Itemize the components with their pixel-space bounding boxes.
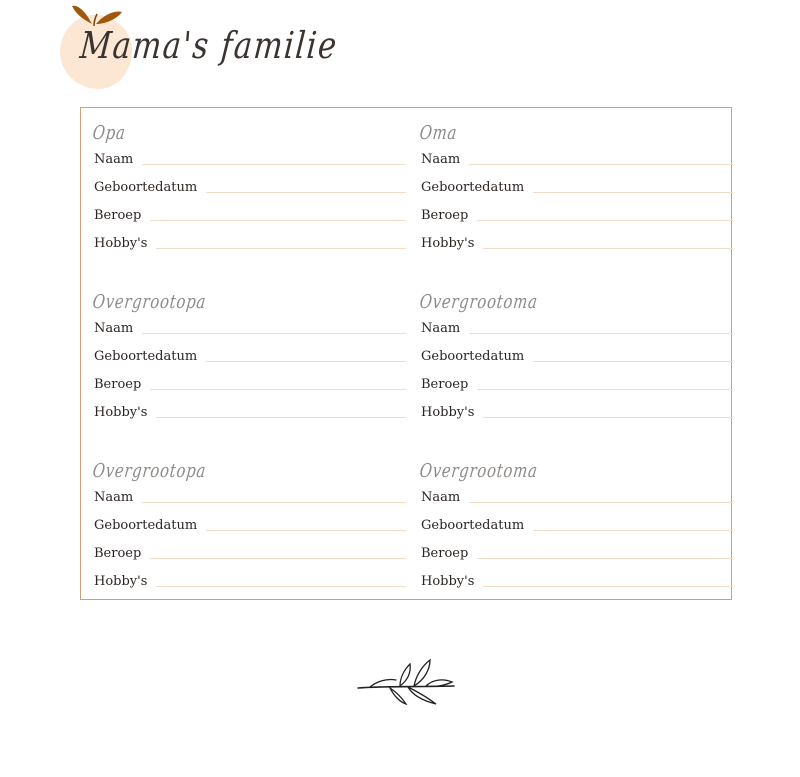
name-label: Naam <box>421 321 461 336</box>
birthdate-label: Geboortedatum <box>94 180 198 195</box>
hobbies-field[interactable] <box>94 401 406 421</box>
write-line <box>150 220 406 221</box>
hobbies-label: Hobby's <box>94 574 148 589</box>
hobbies-label: Hobby's <box>421 236 475 251</box>
hobbies-field[interactable] <box>421 401 733 421</box>
page-header <box>0 0 800 100</box>
hobbies-label: Hobby's <box>421 574 475 589</box>
write-line <box>533 530 733 531</box>
leaf-sprig-icon <box>356 656 458 708</box>
birthdate-label: Geboortedatum <box>421 180 525 195</box>
name-field[interactable] <box>421 317 733 337</box>
job-label: Beroep <box>421 546 469 561</box>
write-line <box>477 220 733 221</box>
job-label: Beroep <box>421 208 469 223</box>
birthdate-field[interactable] <box>421 345 733 365</box>
person-title: Overgrootopa <box>91 291 208 313</box>
job-field[interactable] <box>421 204 733 224</box>
birthdate-field[interactable] <box>94 345 406 365</box>
write-line <box>156 586 406 587</box>
name-label: Naam <box>94 321 134 336</box>
write-line <box>206 192 406 193</box>
birthdate-label: Geboortedatum <box>94 518 198 533</box>
write-line <box>150 558 406 559</box>
person-title: Overgrootopa <box>91 460 208 482</box>
person-title: Oma <box>418 122 459 144</box>
name-field[interactable] <box>94 148 406 168</box>
write-line <box>483 248 733 249</box>
name-label: Naam <box>421 490 461 505</box>
write-line <box>142 164 406 165</box>
name-field[interactable] <box>421 148 733 168</box>
write-line <box>206 361 406 362</box>
write-line <box>206 530 406 531</box>
person-title: Overgrootoma <box>418 291 539 313</box>
hobbies-label: Hobby's <box>94 405 148 420</box>
job-label: Beroep <box>421 377 469 392</box>
hobbies-field[interactable] <box>94 232 406 252</box>
write-line <box>142 333 406 334</box>
job-field[interactable] <box>421 373 733 393</box>
person-title: Opa <box>91 122 127 144</box>
person-title: Overgrootoma <box>418 460 539 482</box>
name-field[interactable] <box>94 317 406 337</box>
write-line <box>156 248 406 249</box>
birthdate-field[interactable] <box>421 514 733 534</box>
write-line <box>477 389 733 390</box>
hobbies-label: Hobby's <box>94 236 148 251</box>
birthdate-label: Geboortedatum <box>421 349 525 364</box>
hobbies-label: Hobby's <box>421 405 475 420</box>
write-line <box>477 558 733 559</box>
birthdate-field[interactable] <box>94 176 406 196</box>
birthdate-field[interactable] <box>94 514 406 534</box>
write-line <box>469 502 733 503</box>
name-field[interactable] <box>421 486 733 506</box>
birthdate-field[interactable] <box>421 176 733 196</box>
job-field[interactable] <box>94 542 406 562</box>
job-label: Beroep <box>94 377 142 392</box>
family-form-box <box>80 107 732 600</box>
job-label: Beroep <box>94 546 142 561</box>
write-line <box>142 502 406 503</box>
write-line <box>483 417 733 418</box>
write-line <box>156 417 406 418</box>
name-label: Naam <box>421 152 461 167</box>
hobbies-field[interactable] <box>94 570 406 590</box>
job-label: Beroep <box>94 208 142 223</box>
write-line <box>469 333 733 334</box>
name-label: Naam <box>94 152 134 167</box>
page-title: Mama's familie <box>78 24 340 67</box>
job-field[interactable] <box>94 373 406 393</box>
write-line <box>533 361 733 362</box>
job-field[interactable] <box>421 542 733 562</box>
hobbies-field[interactable] <box>421 570 733 590</box>
name-field[interactable] <box>94 486 406 506</box>
write-line <box>533 192 733 193</box>
birthdate-label: Geboortedatum <box>94 349 198 364</box>
write-line <box>150 389 406 390</box>
name-label: Naam <box>94 490 134 505</box>
hobbies-field[interactable] <box>421 232 733 252</box>
birthdate-label: Geboortedatum <box>421 518 525 533</box>
job-field[interactable] <box>94 204 406 224</box>
write-line <box>469 164 733 165</box>
write-line <box>483 586 733 587</box>
